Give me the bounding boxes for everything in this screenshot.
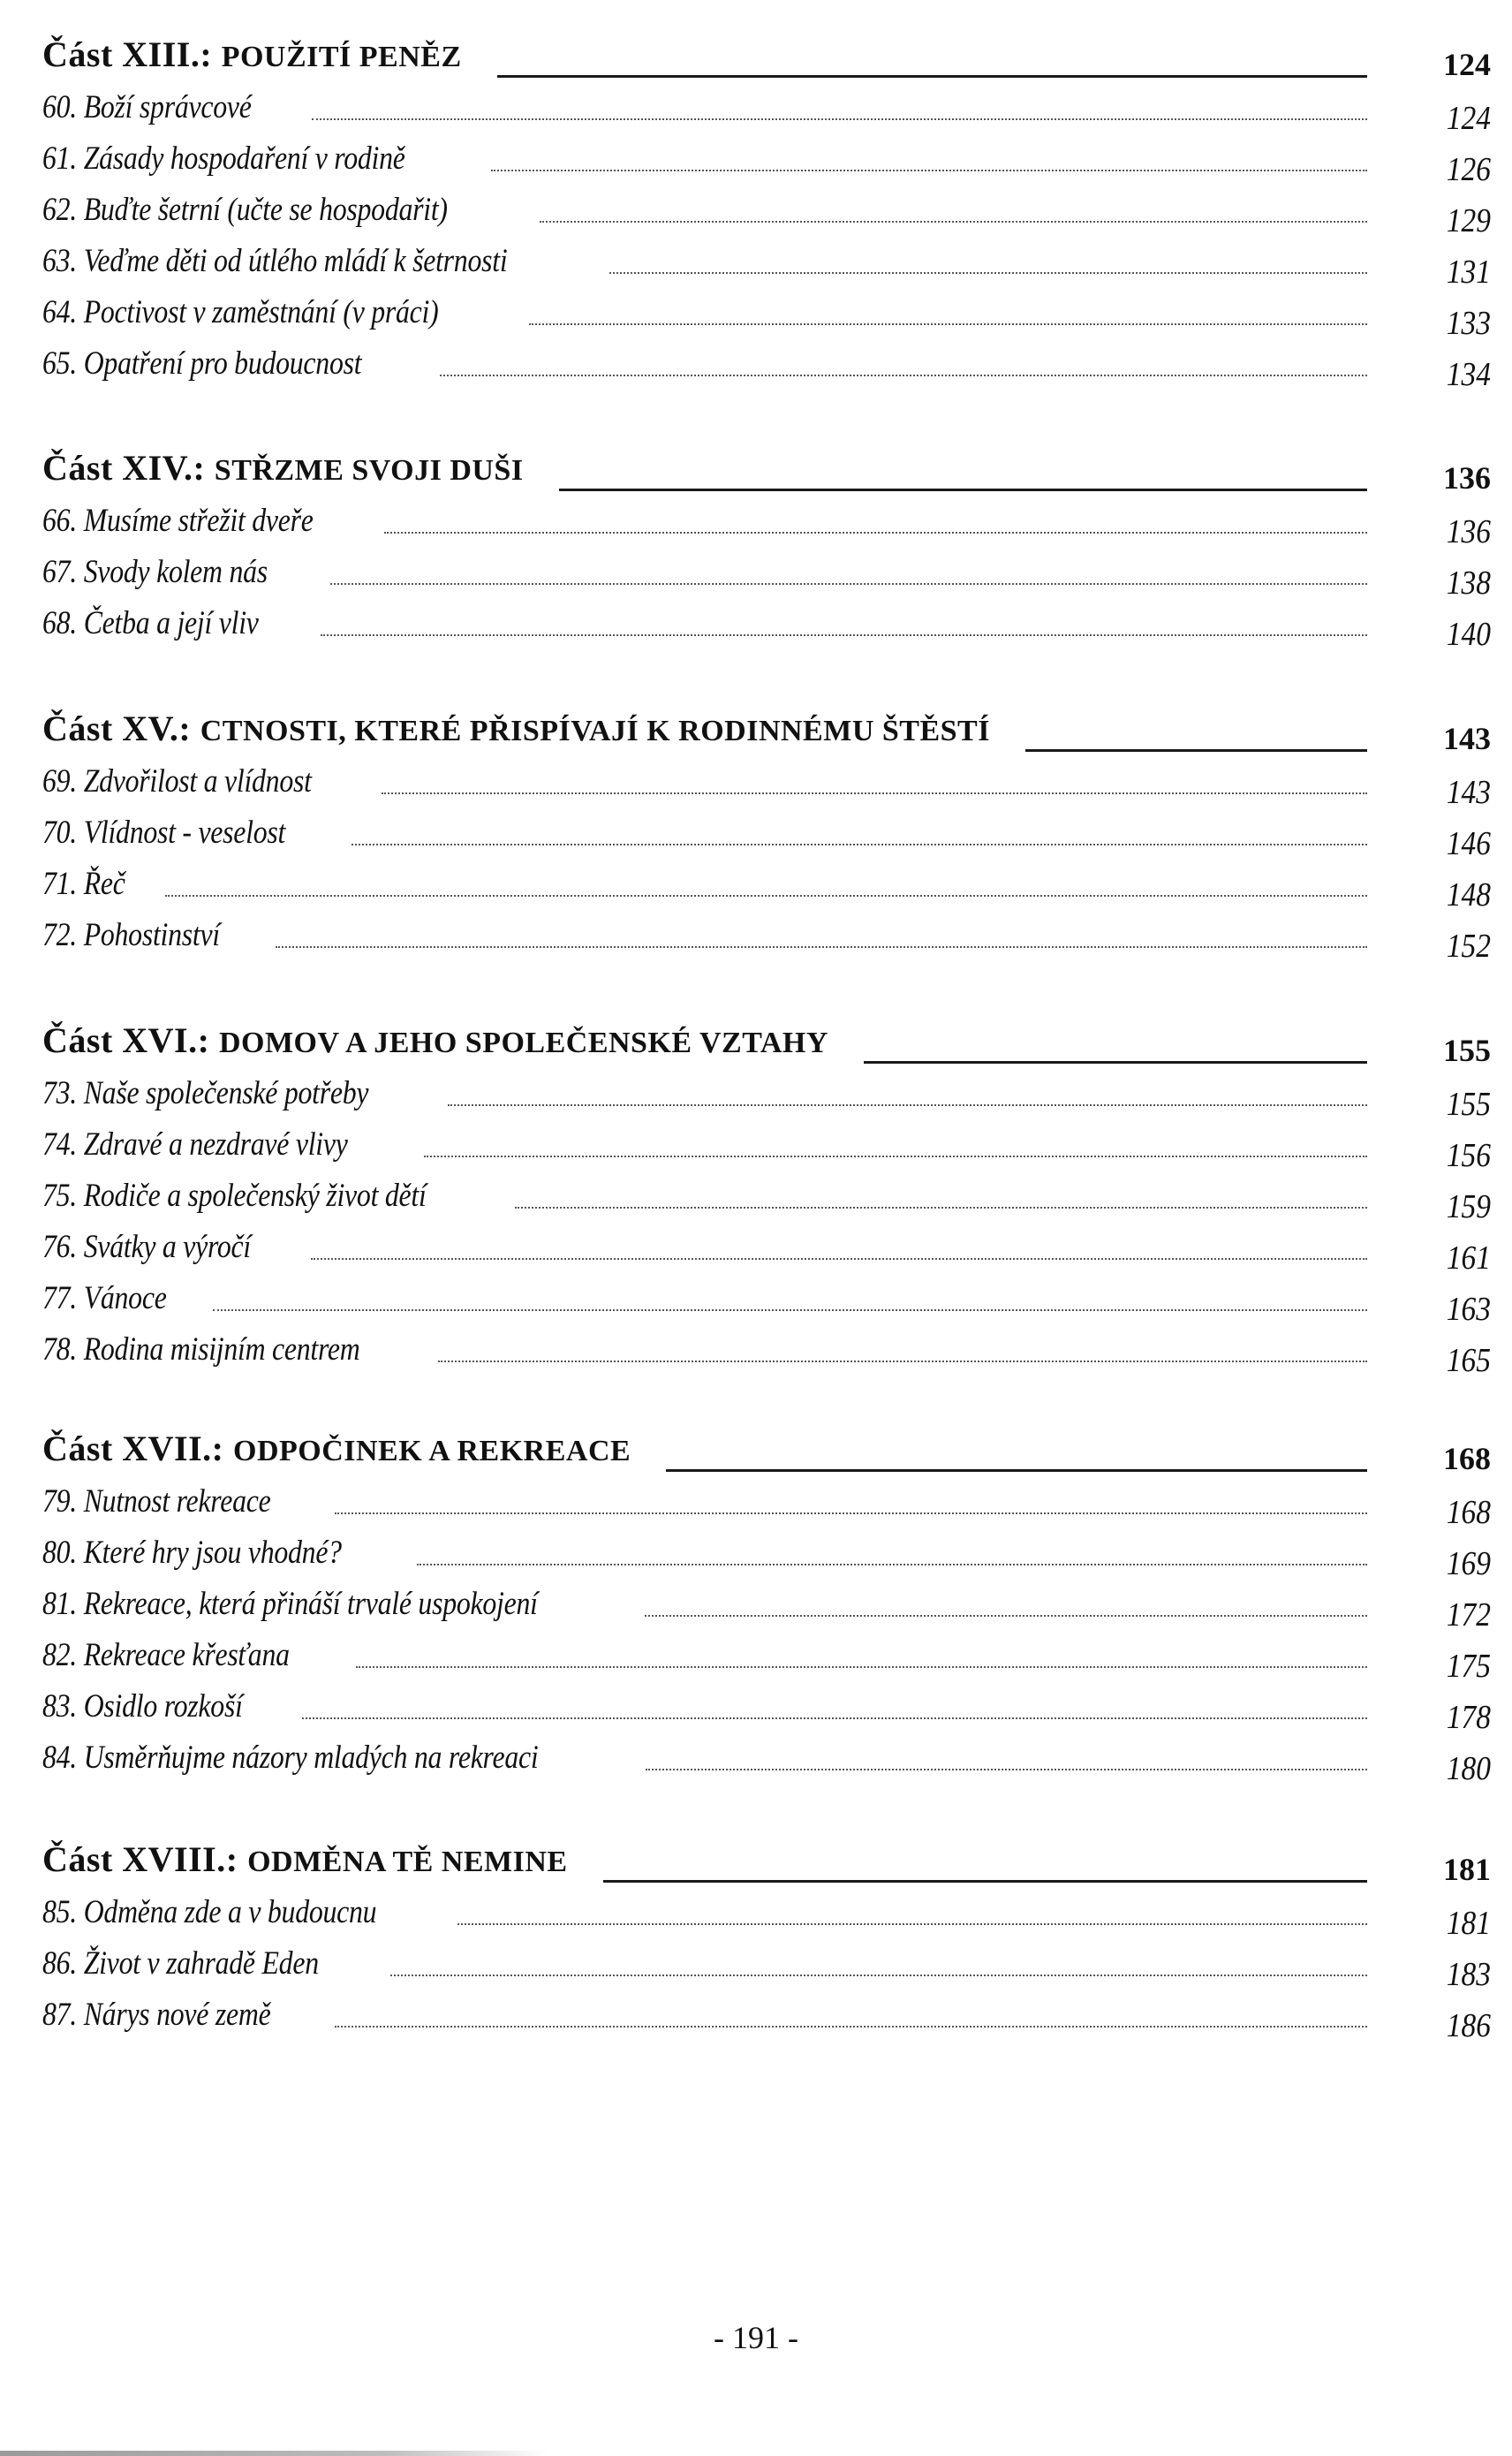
item-page: 161 [1446, 1239, 1491, 1277]
toc-item[interactable] [42, 1110, 1491, 1174]
dot-leader [335, 1512, 1367, 1514]
toc-item[interactable] [42, 1467, 1491, 1531]
item-page: 156 [1446, 1137, 1491, 1174]
item-title: 70. Vlídnost - veselost [42, 815, 286, 851]
section-label: Část XVII.: [42, 1429, 224, 1468]
section-heading [42, 18, 1491, 82]
dot-leader [276, 946, 1367, 948]
dot-leader [491, 170, 1368, 171]
item-page: 131 [1446, 254, 1491, 291]
toc-item[interactable] [42, 1263, 1491, 1328]
item-title: 73. Naše společenské potřeby [42, 1075, 369, 1111]
item-page: 175 [1446, 1648, 1491, 1685]
toc-section [42, 431, 1491, 653]
item-title: 77. Vánoce [42, 1280, 167, 1316]
section-name: ODMĚNA TĚ NEMINE [247, 1846, 568, 1878]
item-page: 183 [1446, 1956, 1491, 1993]
dot-leader [356, 1666, 1367, 1668]
item-title: 81. Rekreace, která přináší trvalé uspokojení [42, 1586, 538, 1622]
section-label: Část XIII.: [42, 34, 213, 74]
toc-item[interactable] [42, 537, 1491, 602]
dot-leader [540, 221, 1367, 223]
toc-section [42, 1412, 1491, 1787]
section-title [42, 1839, 568, 1879]
section-page: 181 [1443, 1852, 1491, 1887]
toc-section [42, 1823, 1491, 2044]
toc-item[interactable] [42, 175, 1491, 239]
item-title: 60. Boží správcové [42, 89, 252, 125]
dot-leader [213, 1309, 1367, 1311]
section-heading [42, 431, 1491, 496]
section-title [42, 34, 462, 74]
dot-leader [311, 1258, 1367, 1260]
item-page: 124 [1446, 100, 1491, 137]
section-name: CTNOSTI, KTERÉ PŘISPÍVAJÍ K RODINNÉMU ŠTĚSTÍ [200, 715, 990, 747]
item-title: 72. Pohostinství [42, 917, 220, 953]
dot-leader [165, 895, 1367, 897]
section-name: DOMOV A JEHO SPOLEČENSKÉ VZTAHY [218, 1027, 828, 1059]
item-page: 155 [1446, 1086, 1491, 1123]
section-title [42, 1020, 828, 1060]
toc-item[interactable] [42, 1671, 1491, 1736]
dot-leader [424, 1156, 1367, 1157]
section-title [42, 448, 524, 488]
item-title: 78. Rodina misijním centrem [42, 1331, 360, 1368]
toc-section [42, 692, 1491, 965]
item-page: 138 [1446, 565, 1491, 602]
item-title: 85. Odměna zde a v budoucnu [42, 1894, 377, 1930]
dot-leader [302, 1717, 1367, 1719]
item-title: 67. Svody kolem nás [42, 554, 268, 590]
dot-leader [335, 2026, 1367, 2028]
section-name: ODPOČINEK A REKREACE [233, 1435, 631, 1467]
dot-leader [352, 844, 1367, 845]
section-page: 168 [1443, 1441, 1491, 1476]
toc-item[interactable] [42, 900, 1491, 965]
section-heading [42, 692, 1491, 756]
toc-item[interactable] [42, 1315, 1491, 1379]
item-page: 178 [1446, 1699, 1491, 1736]
dot-leader [390, 1975, 1367, 1976]
section-title [42, 1431, 631, 1467]
item-page: 172 [1446, 1596, 1491, 1634]
dot-leader [529, 323, 1367, 325]
toc-item[interactable] [42, 124, 1491, 188]
toc-item[interactable] [42, 747, 1491, 811]
item-page: 163 [1446, 1291, 1491, 1328]
item-title: 83. Osidlo rozkoší [42, 1688, 243, 1725]
item-page: 165 [1446, 1342, 1491, 1379]
section-heading [42, 1004, 1491, 1068]
dot-leader [457, 1923, 1367, 1925]
item-title: 75. Rodiče a společenský život dětí [42, 1178, 427, 1214]
dot-leader [417, 1564, 1367, 1565]
item-page: 126 [1446, 151, 1491, 188]
toc-item[interactable] [42, 1212, 1491, 1277]
item-page: 181 [1446, 1905, 1491, 1942]
dot-leader [448, 1104, 1367, 1106]
toc-item[interactable] [42, 1877, 1491, 1942]
dot-leader [382, 792, 1367, 794]
dot-leader [515, 1207, 1367, 1209]
toc-item[interactable] [42, 1058, 1491, 1123]
item-page: 133 [1446, 305, 1491, 342]
toc-item[interactable] [42, 72, 1491, 137]
toc-item[interactable] [42, 849, 1491, 913]
toc-item[interactable] [42, 486, 1491, 550]
dot-leader [330, 583, 1367, 585]
item-page: 159 [1446, 1188, 1491, 1225]
section-name: STŘZME SVOJI DUŠI [214, 454, 524, 487]
dot-leader [440, 375, 1367, 376]
item-title: 62. Buďte šetrní (učte se hospodařit) [42, 192, 448, 228]
toc-item[interactable] [42, 1929, 1491, 1993]
item-title: 87. Nárys nové země [42, 1997, 271, 2033]
dot-leader [646, 1769, 1367, 1770]
dot-leader [312, 118, 1367, 120]
item-page: 146 [1446, 825, 1491, 862]
item-page: 136 [1446, 513, 1491, 550]
toc-item[interactable] [42, 1161, 1491, 1225]
item-page: 180 [1446, 1750, 1491, 1787]
item-title: 63. Veďme děti od útlého mládí k šetrnosti [42, 243, 508, 279]
section-label: Část XVIII.: [42, 1839, 238, 1879]
section-name: POUŽITÍ PENĚZ [221, 41, 462, 73]
item-title: 66. Musíme střežit dveře [42, 503, 314, 539]
section-page: 143 [1443, 721, 1491, 756]
toc-item[interactable] [42, 329, 1491, 393]
toc-item[interactable] [42, 1620, 1491, 1685]
item-title: 82. Rekreace křesťana [42, 1637, 290, 1673]
item-title: 74. Zdravé a nezdravé vlivy [42, 1126, 348, 1163]
toc-section [42, 18, 1491, 393]
item-title: 86. Život v zahradě Eden [42, 1945, 319, 1982]
page-number: - 191 - [714, 2320, 798, 2355]
item-title: 79. Nutnost rekreace [42, 1483, 271, 1520]
item-page: 168 [1446, 1494, 1491, 1531]
item-title: 84. Usměrňujme názory mladých na rekreaci [42, 1740, 539, 1776]
section-heading [42, 1823, 1491, 1887]
item-title: 69. Zdvořilost a vlídnost [42, 763, 312, 800]
toc-item[interactable] [42, 1980, 1491, 2044]
item-title: 71. Řeč [42, 866, 125, 902]
section-label: Část XVI.: [42, 1020, 210, 1060]
item-page: 186 [1446, 2007, 1491, 2044]
item-page: 169 [1446, 1545, 1491, 1582]
section-page: 155 [1443, 1033, 1491, 1068]
toc-item[interactable] [42, 226, 1491, 291]
scan-edge-artifact [0, 2451, 548, 2456]
item-title: 76. Svátky a výročí [42, 1229, 252, 1265]
item-title: 68. Četba a její vliv [42, 605, 259, 641]
dot-leader [609, 272, 1367, 274]
item-page: 148 [1446, 876, 1491, 913]
item-page: 140 [1446, 616, 1491, 653]
toc-item[interactable] [42, 1723, 1491, 1787]
section-label: Část XIV.: [42, 448, 206, 488]
dot-leader [645, 1615, 1367, 1617]
section-page: 124 [1443, 47, 1491, 82]
toc-item[interactable] [42, 1518, 1491, 1582]
item-title: 80. Které hry jsou vhodné? [42, 1535, 342, 1571]
item-page: 143 [1446, 774, 1491, 811]
section-label: Část XV.: [42, 709, 192, 748]
dot-leader [438, 1361, 1367, 1362]
item-title: 65. Opatření pro budoucnost [42, 345, 362, 382]
item-title: 61. Zásady hospodaření v rodině [42, 140, 405, 177]
section-heading [42, 1412, 1491, 1476]
toc-item[interactable] [42, 798, 1491, 862]
item-title: 64. Poctivost v zaměstnání (v práci) [42, 294, 439, 330]
section-page: 136 [1443, 460, 1491, 496]
dot-leader [321, 634, 1368, 636]
section-title [42, 711, 990, 747]
dot-leader [384, 532, 1367, 534]
item-page: 134 [1446, 356, 1491, 393]
toc-item[interactable] [42, 588, 1491, 653]
toc-section [42, 1004, 1491, 1379]
item-page: 152 [1446, 928, 1491, 965]
toc-item[interactable] [42, 277, 1491, 342]
toc-item[interactable] [42, 1569, 1491, 1634]
item-page: 129 [1446, 202, 1491, 239]
